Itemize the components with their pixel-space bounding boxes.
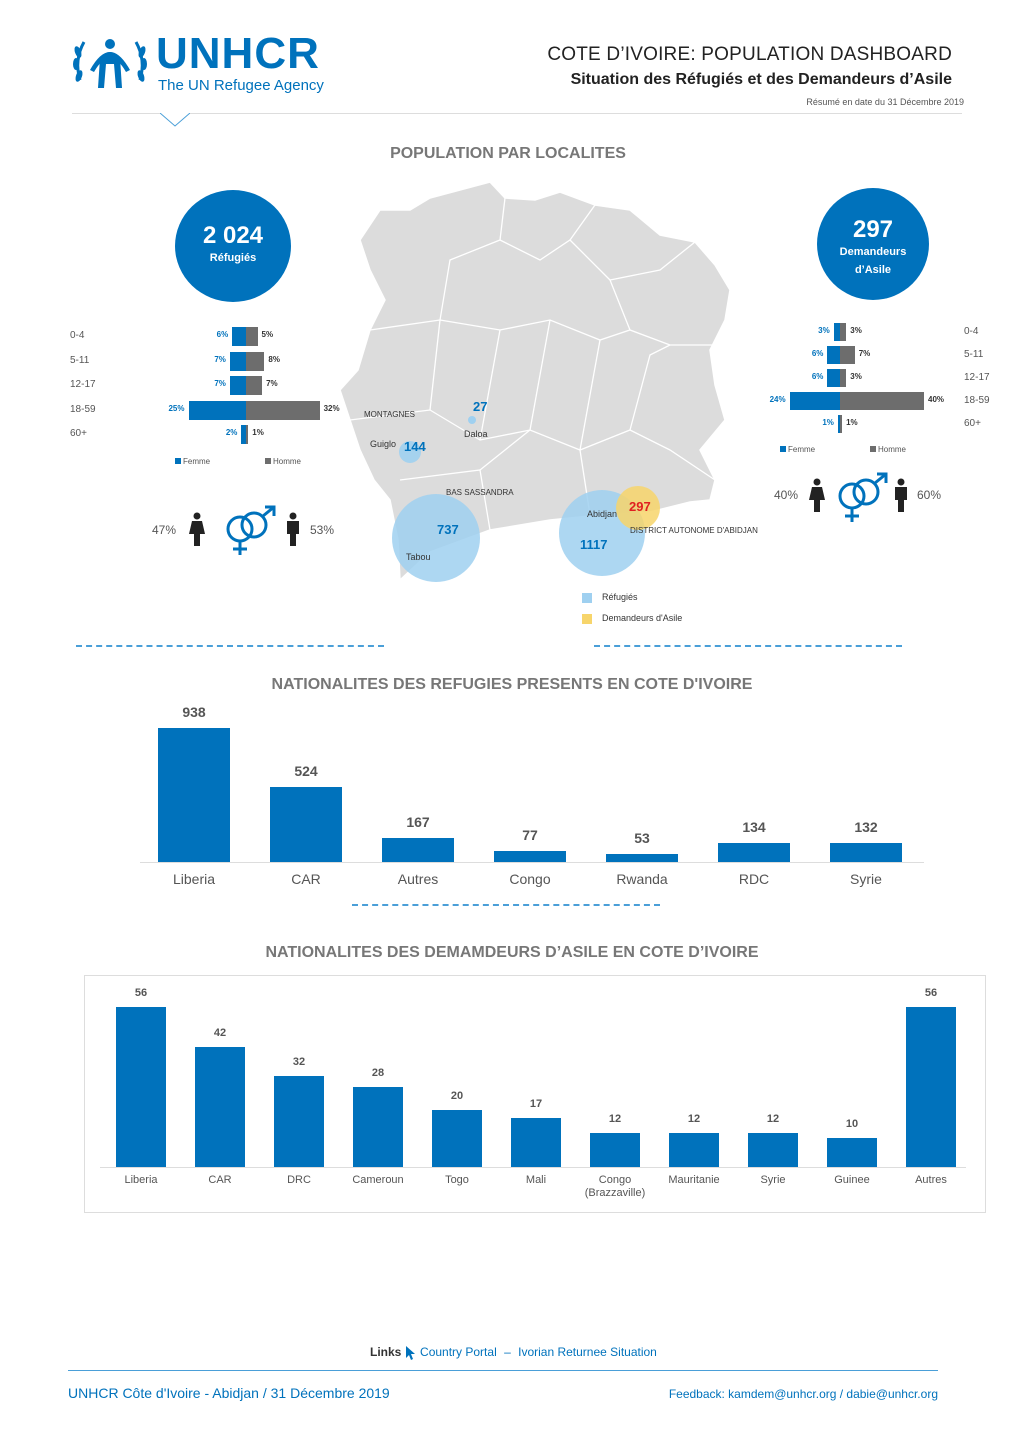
map-legend-asylum-label: Demandeurs d'Asile <box>602 613 683 623</box>
chart1-category-label: CAR <box>291 871 321 887</box>
chart2-bar <box>195 1047 245 1167</box>
chart2-category-label: CAR <box>208 1174 232 1186</box>
chart2-value-label: 42 <box>213 1027 227 1039</box>
city-label-daloa: Daloa <box>464 429 488 439</box>
chart2-value-label: 12 <box>608 1112 622 1125</box>
refugees-total-circle <box>175 190 291 302</box>
city-label-abidjan: Abidjan <box>587 509 618 519</box>
chart2-category-label: Cameroun <box>352 1174 404 1186</box>
tabou-bubble <box>392 494 480 582</box>
dash-divider-center <box>352 904 660 906</box>
female-icon-asylum <box>808 478 826 512</box>
chart1-value-label: 53 <box>634 830 650 847</box>
map-legend-asylum <box>582 613 682 624</box>
chart2-category-label: Togo <box>445 1174 469 1186</box>
age-label: 18-59 <box>964 395 990 406</box>
chart2-bar <box>590 1133 640 1167</box>
chart2-value-label: 28 <box>371 1067 385 1079</box>
chart2-bar <box>353 1087 403 1167</box>
logo-main-text: UNHCR <box>156 29 320 78</box>
chart1-value-label: 134 <box>742 818 766 835</box>
chart2-bar <box>116 1007 166 1167</box>
city-value-daloa: 27 <box>473 399 488 414</box>
footer-divider <box>68 1370 938 1371</box>
male-pct: 1% <box>252 428 264 437</box>
female-bar <box>790 392 840 410</box>
chart1-category-label: Syrie <box>850 871 882 887</box>
chart1-category-label: Autres <box>397 871 439 887</box>
legend-female-label: Femme <box>183 456 211 466</box>
chart1-bar <box>270 787 342 862</box>
asylum-nationality-chart-title: NATIONALITES DES DEMAMDEURS D’ASILE EN COTE D’IVOIRE <box>265 944 759 961</box>
chart2-bar <box>906 1007 956 1167</box>
female-pct: 2% <box>225 428 238 437</box>
refugee-nationality-chart <box>140 700 924 900</box>
female-pct: 6% <box>811 349 824 358</box>
asylum-gender-female-total: 40% <box>774 488 799 502</box>
asylum-age-pyramid <box>760 326 1000 476</box>
age-label: 12-17 <box>964 372 990 383</box>
legend-female <box>175 457 210 466</box>
chart2-category-label: Autres <box>915 1174 947 1186</box>
dash-divider-right <box>594 645 902 647</box>
male-pct: 5% <box>261 330 274 339</box>
male-pct: 40% <box>928 395 945 404</box>
city-label-tabou: Tabou <box>406 552 431 562</box>
city-value-abidjan-asylum: 297 <box>629 499 651 514</box>
gender-symbol-icon <box>220 505 278 557</box>
map-section-title: POPULATION PAR LOCALITES <box>390 145 626 162</box>
link-ivorian-returnee[interactable]: Ivorian Returnee Situation <box>518 1345 657 1360</box>
male-bar <box>840 415 842 433</box>
refugees-total-label: Réfugiés <box>209 252 257 264</box>
legend-male-label: Homme <box>273 456 302 466</box>
chart2-baseline <box>100 1167 966 1168</box>
cursor-icon <box>405 1345 417 1361</box>
age-label: 60+ <box>964 418 981 429</box>
chart1-bar <box>606 854 678 862</box>
city-label-guiglo: Guiglo <box>370 439 397 449</box>
legend-female-swatch <box>780 446 786 452</box>
refugee-nationality-chart-title: NATIONALITES DES REFUGIES PRESENTS EN COTE D'IVOIRE <box>271 676 753 693</box>
male-pct: 8% <box>268 354 280 364</box>
male-pct: 7% <box>858 349 871 358</box>
female-pct: 25% <box>168 403 185 413</box>
footer-left-text: UNHCR Côte d'Ivoire - Abidjan / 31 Décembre 2019 <box>68 1385 390 1401</box>
chart2-bar <box>827 1138 877 1167</box>
male-icon-asylum <box>892 478 910 512</box>
asylum-total-circle <box>817 188 929 300</box>
female-pct: 1% <box>822 418 834 427</box>
legend-male-swatch <box>870 446 876 452</box>
chart2-value-label: 17 <box>529 1098 543 1111</box>
female-pct: 24% <box>769 395 786 404</box>
male-pct: 1% <box>846 418 858 427</box>
asylum-total-label-1: Demandeurs <box>839 246 907 258</box>
chart2-category-label: Mali <box>525 1174 547 1186</box>
male-pct: 3% <box>850 326 862 335</box>
chart1-category-label: Congo <box>509 871 551 887</box>
link-separator: – <box>504 1345 511 1360</box>
chart1-category-label: Rwanda <box>616 871 668 887</box>
region-label-district-abidjan: DISTRICT AUTONOME D'ABIDJAN <box>630 526 758 535</box>
chart2-category-label: DRC <box>287 1174 311 1186</box>
city-value-abidjan-refugees: 1117 <box>580 537 608 552</box>
region-label-bas-sassandra: BAS SASSANDRA <box>446 488 514 497</box>
male-bar <box>246 401 320 420</box>
chart1-value-label: 132 <box>854 819 878 836</box>
map-legend-refugees-label: Réfugiés <box>602 592 638 602</box>
refugee-age-pyramid <box>60 330 360 490</box>
header-divider <box>72 113 962 114</box>
chart2-bar <box>432 1110 482 1167</box>
chart1-value-label: 938 <box>182 704 206 720</box>
chart1-value-label: 524 <box>294 763 318 780</box>
asylum-total-value: 297 <box>852 216 894 243</box>
male-bar <box>246 376 262 395</box>
asylum-nationality-chart <box>100 980 970 1210</box>
chart2-value-label: 56 <box>924 987 938 999</box>
age-label: 0-4 <box>70 330 85 341</box>
legend-male-swatch <box>265 458 271 464</box>
chart1-bar <box>382 838 454 862</box>
chart2-category-label: Mauritanie <box>668 1174 720 1186</box>
chart2-category-label: Guinee <box>834 1174 870 1186</box>
female-pct: 3% <box>818 326 830 335</box>
unhcr-logo[interactable] <box>70 30 350 100</box>
chart1-category-label: RDC <box>738 871 770 887</box>
chart1-bar <box>718 843 790 862</box>
male-pct: 32% <box>323 403 340 413</box>
female-bar <box>232 327 246 346</box>
female-bar <box>230 352 246 371</box>
male-bar <box>840 323 846 341</box>
chart1-category-label: Liberia <box>172 871 216 887</box>
male-bar <box>246 352 264 371</box>
footer-links <box>370 1345 657 1361</box>
links-label: Links <box>370 1345 402 1360</box>
region-label-montagnes: MONTAGNES <box>364 410 415 419</box>
asylum-total-label-2: d’Asile <box>854 264 892 276</box>
chart2-value-label: 32 <box>292 1055 306 1068</box>
age-label: 12-17 <box>70 379 96 390</box>
age-label: 5-11 <box>964 349 984 360</box>
gender-symbol-icon-asylum <box>832 472 890 524</box>
female-pct: 6% <box>216 330 229 339</box>
page-title: COTE D’IVOIRE: POPULATION DASHBOARD <box>547 44 952 65</box>
page-subtitle: Situation des Réfugiés et des Demandeurs d’Asile <box>570 71 952 88</box>
age-label: 0-4 <box>964 326 979 337</box>
link-country-portal[interactable]: Country Portal <box>420 1345 497 1360</box>
refugees-total-value: 2 024 <box>202 222 264 249</box>
chart1-bar <box>830 843 902 862</box>
footer-feedback[interactable]: Feedback: kamdem@unhcr.org / dabie@unhcr.org <box>668 1387 938 1401</box>
chart1-value-label: 167 <box>406 814 430 831</box>
chart2-value-label: 20 <box>450 1089 464 1102</box>
legend-female <box>780 445 815 454</box>
map-legend-swatch-asylum <box>582 614 592 624</box>
chart1-bar <box>494 851 566 862</box>
female-pct: 7% <box>214 354 226 364</box>
asylum-gender-male-total: 60% <box>917 488 942 502</box>
chart2-value-label: 12 <box>687 1112 701 1125</box>
logo-sub-text: The UN Refugee Agency <box>158 77 324 94</box>
legend-female-swatch <box>175 458 181 464</box>
chart2-category-label: Syrie <box>760 1174 786 1186</box>
legend-male-label: Homme <box>878 445 907 454</box>
male-icon <box>284 512 302 546</box>
chart1-value-label: 77 <box>522 827 538 843</box>
male-bar <box>840 392 924 410</box>
dash-divider-left <box>76 645 384 647</box>
chart2-value-label: 12 <box>766 1112 780 1125</box>
legend-male <box>265 457 301 466</box>
male-bar <box>840 369 846 387</box>
male-pct: 3% <box>850 372 862 381</box>
unhcr-emblem-icon <box>70 30 150 94</box>
chart2-category-label: Liberia <box>124 1174 158 1186</box>
age-label: 18-59 <box>70 403 96 415</box>
legend-male <box>870 445 906 454</box>
male-bar <box>246 327 258 346</box>
map-legend-refugees <box>582 592 638 603</box>
male-pct: 7% <box>266 379 278 388</box>
male-bar <box>246 425 248 444</box>
map-legend-swatch-refugees <box>582 593 592 603</box>
header-notch-icon <box>160 113 190 129</box>
chart1-bar <box>158 728 230 862</box>
chart2-value-label: 56 <box>134 987 148 999</box>
legend-female-label: Femme <box>788 445 816 454</box>
female-icon <box>188 512 206 546</box>
female-pct: 7% <box>214 379 226 388</box>
age-label: 60+ <box>70 428 87 439</box>
city-value-tabou: 737 <box>437 522 459 537</box>
female-pct: 6% <box>811 372 824 381</box>
chart2-category-label: Congo (Brazzaville) <box>584 1174 646 1199</box>
female-bar <box>230 376 246 395</box>
chart2-value-label: 10 <box>845 1118 859 1131</box>
female-bar <box>827 346 840 364</box>
city-value-guiglo: 144 <box>404 439 426 454</box>
male-bar <box>840 346 855 364</box>
chart1-baseline <box>140 862 924 863</box>
date-note: Résumé en date du 31 Décembre 2019 <box>806 97 964 107</box>
refugee-gender-female-total: 47% <box>152 523 177 537</box>
chart2-bar <box>511 1118 561 1167</box>
refugee-gender-male-total: 53% <box>310 523 335 537</box>
age-label: 5-11 <box>70 354 90 366</box>
female-bar <box>189 401 247 420</box>
daloa-bubble <box>468 416 476 424</box>
chart2-bar <box>669 1133 719 1167</box>
chart2-bar <box>748 1133 798 1167</box>
chart2-bar <box>274 1076 324 1167</box>
female-bar <box>827 369 840 387</box>
